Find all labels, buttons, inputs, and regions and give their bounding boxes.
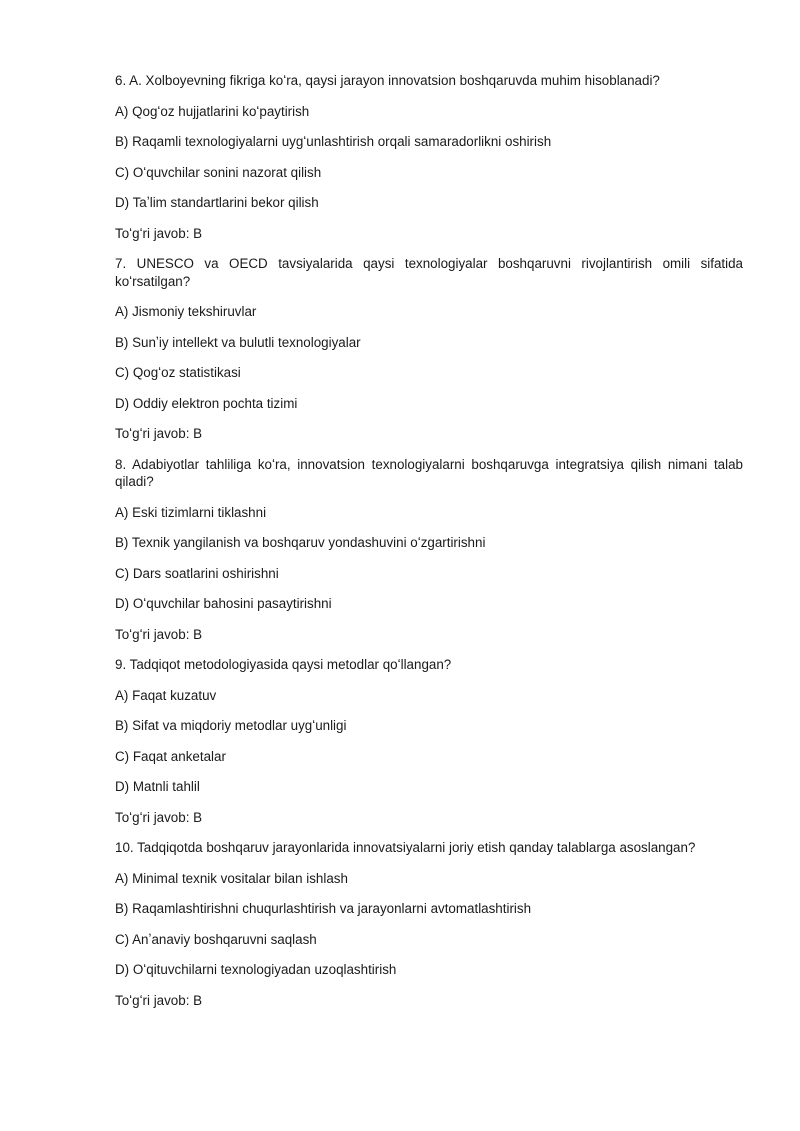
answer-option-a: A) Jismoniy tekshiruvlar	[115, 304, 257, 319]
question-text: 7. UNESCO va OECD tavsiyalarida qaysi texnologiyalar boshqaruvni rivojlantirish omili sifatida koʻrsatilgan?	[115, 256, 743, 289]
question-block	[115, 456, 743, 644]
answer-option-c: C) Anʼanaviy boshqaruvni saqlash	[115, 931, 317, 947]
answer-option-d: D) Matnli tahlil	[115, 779, 200, 794]
question-block	[115, 72, 743, 242]
correct-answer: Toʻgʻri javob: B	[115, 426, 203, 441]
answer-option-b: B) Sunʼiy intellekt va bulutli texnologiyalar	[115, 334, 361, 350]
correct-answer: Toʻgʻri javob: B	[115, 809, 203, 825]
answer-option-c: C) Dars soatlarini oshirishni	[115, 565, 279, 581]
question-text: 10. Tadqiqotda boshqaruv jarayonlarida innovatsiyalarni joriy etish qanday talablarga asoslangan?	[115, 840, 696, 855]
document-page	[115, 72, 743, 1022]
question-block	[115, 255, 743, 443]
answer-option-d: D) Oʻquvchilar bahosini pasaytirishni	[115, 596, 332, 611]
answer-option-c: C) Qogʻoz statistikasi	[115, 365, 241, 380]
correct-answer: Toʻgʻri javob: B	[115, 992, 203, 1008]
answer-option-c: C) Oʻquvchilar sonini nazorat qilish	[115, 164, 322, 180]
answer-option-c: C) Faqat anketalar	[115, 748, 226, 764]
answer-option-b: B) Raqamlashtirishni chuqurlashtirish va jarayonlarni avtomatlashtirish	[115, 901, 532, 916]
answer-option-b: B) Raqamli texnologiyalarni uygʻunlashtirish orqali samaradorlikni oshirish	[115, 134, 552, 149]
answer-option-a: A) Faqat kuzatuv	[115, 687, 217, 703]
question-text: 9. Tadqiqot metodologiyasida qaysi metodlar qoʻllangan?	[115, 657, 452, 672]
question-text: 8. Adabiyotlar tahliliga koʻra, innovatsion texnologiyalarni boshqaruvga integratsiya qilish nimani talab qiladi?	[115, 456, 743, 489]
answer-option-d: D) Oddiy elektron pochta tizimi	[115, 395, 298, 411]
answer-option-b: B) Sifat va miqdoriy metodlar uygʻunligi	[115, 718, 347, 733]
answer-option-d: D) Oʻqituvchilarni texnologiyadan uzoqlashtirish	[115, 962, 397, 977]
correct-answer: Toʻgʻri javob: B	[115, 626, 203, 642]
question-text: 6. A. Xolboyevning fikriga koʻra, qaysi jarayon innovatsion boshqaruvda muhim hisoblanadi?	[115, 73, 660, 88]
question-block	[115, 839, 743, 1009]
answer-option-b: B) Texnik yangilanish va boshqaruv yondashuvini oʻzgartirishni	[115, 535, 486, 550]
answer-option-d: D) Taʼlim standartlarini bekor qilish	[115, 195, 319, 210]
answer-option-a: A) Qogʻoz hujjatlarini koʻpaytirish	[115, 103, 310, 119]
answer-option-a: A) Minimal texnik vositalar bilan ishlash	[115, 870, 348, 886]
correct-answer: Toʻgʻri javob: B	[115, 225, 203, 241]
question-block	[115, 656, 743, 826]
answer-option-a: A) Eski tizimlarni tiklashni	[115, 504, 267, 520]
